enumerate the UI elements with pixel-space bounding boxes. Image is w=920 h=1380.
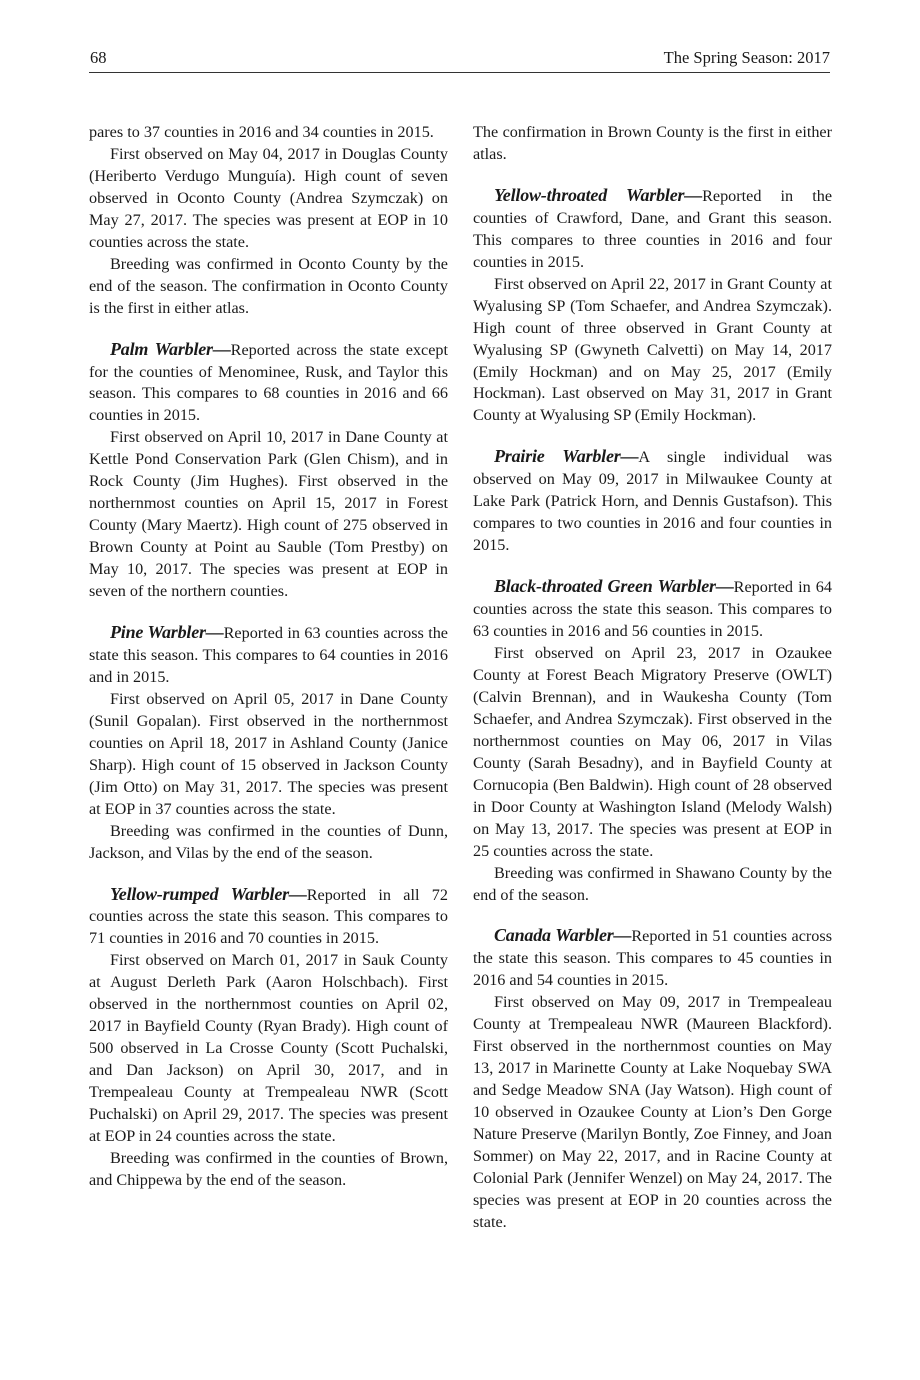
species-summary: Reported in 63 counties across the state this season. This compares to 64 counties in 2016 and in 2015. xyxy=(89,624,448,686)
species-summary: Reported in the counties of Crawford, Dane, and Grant this season. This compares to three counties in 2016 and four counties in 2015. xyxy=(473,186,833,271)
species-entry xyxy=(89,884,448,951)
body-paragraph: Breeding was confirmed in the counties of Brown, and Chippewa by the end of the season. xyxy=(89,1148,448,1189)
continued-paragraph: The confirmation in Brown County is the first in either atlas. xyxy=(473,123,832,163)
body-paragraph: First observed on April 10, 2017 in Dane County at Kettle Pond Conservation Park (Glen Chism), and in Rock County (Jim Hughes). First observed in the northernmost counties on April 15, 2017 in Forest County (Mary Maertz). High count of 275 observed in Brown County at Point au Sauble (Tom Prestby) on May 10, 2017. The species was present at EOP in seven of the northern counties. xyxy=(89,428,448,601)
body-paragraph: Breeding was confirmed in Oconto County by the end of the season. The confirmation in Oconto County is the first in either atlas. xyxy=(89,254,448,317)
species-name: Pine Warbler— xyxy=(110,622,224,643)
species-name: Yellow-rumped Warbler— xyxy=(110,883,307,904)
right-column xyxy=(473,122,832,1234)
body-paragraph: First observed on March 01, 2017 in Sauk County at August Derleth Park (Aaron Holschbach). First observed in the northernmost counties on April 02, 2017 in Bayfield County (Ryan Brady). High count of 500 observed in La Crosse County (Scott Puchalski, and Dan Jackson) on April 30, 2017, and in Trempealeau County at Trempealeau NWR (Scott Puchalski) on April 29, 2017. The species was present at EOP in 24 counties across the state. xyxy=(89,951,448,1145)
species-entry xyxy=(473,576,832,643)
species-name: Palm Warbler— xyxy=(110,338,231,359)
species-name: Black-throated Green Warbler— xyxy=(494,576,734,597)
body-paragraph: First observed on May 04, 2017 in Douglas County (Heriberto Verdugo Munguía). High count of seven observed in Oconto County (Andrea Szymczak) on May 27, 2017. The species was present at EOP in 10 counties across the state. xyxy=(89,144,448,251)
left-column xyxy=(89,122,448,1192)
species-name: Yellow-throated Warbler— xyxy=(494,184,703,205)
body-paragraph: pares to 37 counties in 2016 and 34 counties in 2015. xyxy=(89,123,434,141)
page-header xyxy=(89,48,830,73)
species-entry xyxy=(473,925,832,992)
body-paragraph: Breeding was confirmed in Shawano County by the end of the season. xyxy=(473,863,832,904)
species-entry xyxy=(473,446,832,557)
species-summary: Reported in 51 counties across the state this season. This compares to 45 counties in 2016 and 54 counties in 2015. xyxy=(473,927,832,990)
species-entry xyxy=(89,622,448,689)
page-number: 68 xyxy=(90,48,107,67)
body-paragraph: First observed on May 09, 2017 in Trempealeau County at Trempealeau NWR (Maureen Blackford). First observed in the northernmost counties on May 13, 2017 in Marinette County at Lake Noquebay SWA and Sedge Meadow SNA (Jay Watson). High count of 10 observed in Ozaukee County at Lion’s Den Gorge Nature Preserve (Marilyn Bontly, Zoe Finney, and Joan Sommer) on May 22, 2017, and in Racine County at Colonial Park (Jennifer Wenzel) on May 24, 2017. The species was present at EOP in 20 counties across the state. xyxy=(473,993,832,1231)
species-name: Prairie Warbler— xyxy=(494,446,639,467)
running-head: The Spring Season: 2017 xyxy=(663,48,830,67)
species-entry xyxy=(89,339,448,428)
body-paragraph: Breeding was confirmed in the counties of Dunn, Jackson, and Vilas by the end of the season. xyxy=(89,821,448,862)
species-summary: Reported in 64 counties across the state this season. This compares to 63 counties in 2016 and 56 counties in 2015. xyxy=(473,578,832,641)
body-paragraph: First observed on April 05, 2017 in Dane County (Sunil Gopalan). First observed in the northernmost counties on April 18, 2017 in Ashland County (Janice Sharp). High count of 15 observed in Jackson County (Jim Otto) on May 31, 2017. The species was present at EOP in 37 counties across the state. xyxy=(89,689,448,818)
species-name: Canada Warbler— xyxy=(494,925,632,946)
body-paragraph: First observed on April 23, 2017 in Ozaukee County at Forest Beach Migratory Preserve (OWLT) (Calvin Brennan), and in Waukesha County (Tom Schaefer, and Andrea Szymczak). First observed in the northernmost counties on May 06, 2017 in Vilas County (Sarah Besadny), and in Bayfield County at Cornucopia (Ben Baldwin). High count of 28 observed in Door County at Washington Island (Melody Walsh) on May 13, 2017. The species was present at EOP in 25 counties across the state. xyxy=(473,644,832,860)
body-paragraph: First observed on April 22, 2017 in Grant County at Wyalusing SP (Tom Schaefer, and Andrea Szymczak). High count of three observed in Grant County at Wyalusing SP (Gwyneth Calvetti) on May 14, 2017 (Emily Hockman) and on May 25, 2017 (Emily Hockman). Last observed on May 31, 2017 in Grant County at Wyalusing SP (Emily Hockman). xyxy=(473,274,832,425)
species-summary: A single individual was observed on May 09, 2017 in Milwaukee County at Lake Park (Patrick Horn, and Dennis Gustafson). This compares to two counties in 2016 and four counties in 2015. xyxy=(473,448,832,555)
species-entry xyxy=(473,185,832,274)
species-summary: Reported across the state except for the counties of Menominee, Rusk, and Taylor this season. This compares to 68 counties in 2016 and 66 counties in 2015. xyxy=(89,340,449,425)
species-summary: Reported in all 72 counties across the state this season. This compares to 71 counties in 2016 and 70 counties in 2015. xyxy=(89,885,448,948)
